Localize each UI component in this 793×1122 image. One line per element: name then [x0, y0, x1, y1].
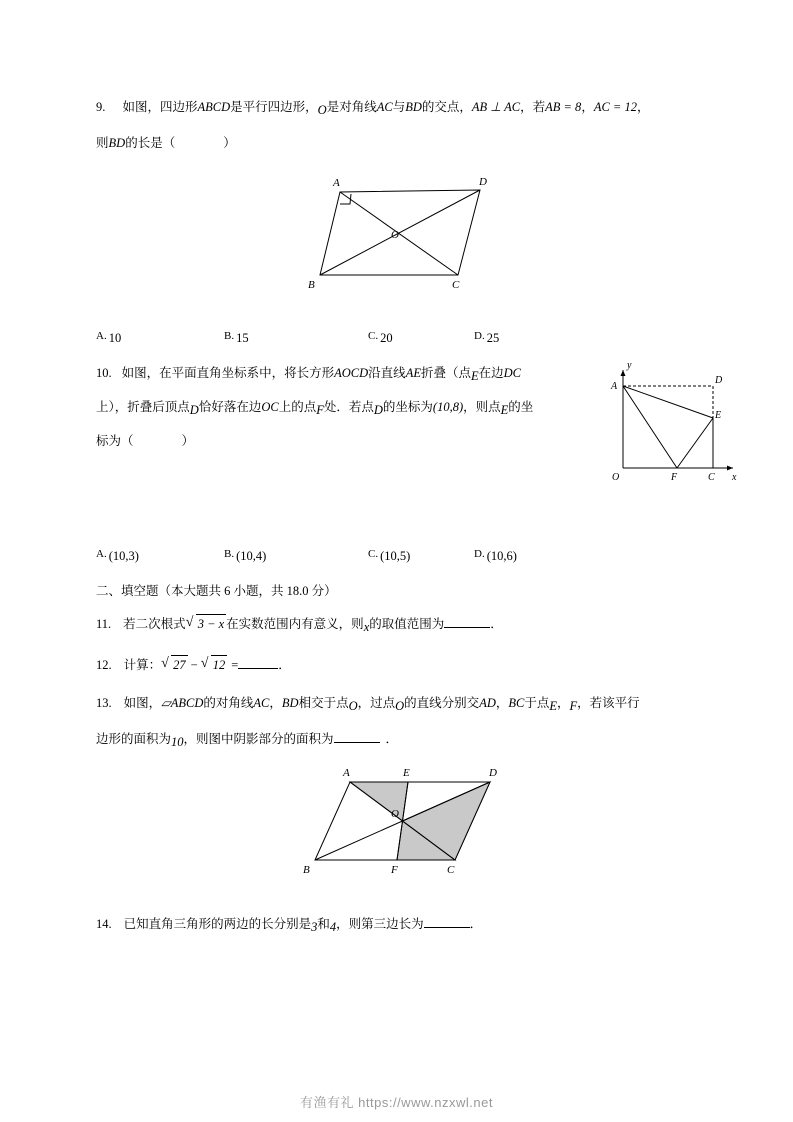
q10-line3-b: ） — [181, 434, 195, 449]
q12-radicand-2: 12 — [211, 655, 228, 674]
q10-option-a[interactable] — [96, 546, 137, 561]
q9-cond-1: AB ⊥ AC — [471, 100, 521, 114]
q13-var-ac: AC — [253, 696, 270, 710]
svg-text:y: y — [627, 360, 632, 371]
q10-line2-f: 的坐标为 — [382, 400, 433, 415]
q13-number: 13. — [96, 696, 112, 710]
svg-text:O: O — [391, 229, 399, 241]
q10-figure-svg — [605, 356, 745, 481]
q11-answer-blank[interactable] — [444, 627, 490, 628]
q9-var-o: O — [317, 103, 327, 117]
q14-text-d: ． — [469, 917, 483, 931]
q9-text-c: 是对角线 — [326, 100, 377, 114]
svg-text:F: F — [391, 864, 398, 876]
q14-text-a: 已知直角三角形的两边的长分别是 — [123, 917, 312, 931]
svg-text:E: E — [715, 410, 722, 421]
q10-option-b-value: (10,4) — [236, 549, 267, 563]
q13-text-d: 相交于点 — [298, 696, 349, 710]
svg-text:x: x — [732, 472, 737, 481]
q9-option-d-label: D. — [474, 330, 485, 342]
q9-line2-a: 则 — [96, 136, 109, 151]
q10-line2-var-d: D — [189, 403, 199, 418]
q10-option-d[interactable] — [474, 546, 515, 561]
q14-text-c: ，则第三边长为 — [336, 917, 424, 931]
question-9 — [96, 98, 746, 152]
q9-option-a-label: A. — [96, 330, 107, 342]
q10-option-d-value: (10,6) — [486, 549, 517, 563]
svg-text:C: C — [447, 864, 455, 876]
q14-number: 14. — [96, 917, 112, 931]
q9-text-a: 如图，四边形 — [122, 100, 198, 114]
q10-line2-coord: (10,8) — [432, 400, 464, 415]
q13-var-bd: BD — [281, 696, 299, 710]
q13-text-h: 于点 — [524, 696, 550, 710]
q9-line-1 — [96, 98, 746, 116]
q10-option-a-value: (10,3) — [108, 549, 139, 563]
q9-text-g: ， — [581, 100, 594, 114]
q11-text-a: 若二次根式 — [123, 617, 186, 631]
q13-line2-a: 边形的面积为 — [96, 732, 172, 747]
q10-text-a: 如图，在平面直角坐标系中，将长方形 — [121, 366, 335, 380]
q13-var-o: O — [348, 699, 358, 713]
q9-line-2 — [96, 134, 746, 152]
svg-text:D: D — [715, 375, 723, 386]
q13-text-f: 的直线分别交 — [404, 696, 480, 710]
q9-option-b-value: 15 — [236, 331, 249, 345]
question-10 — [96, 364, 616, 450]
q11-text-d: ． — [490, 617, 503, 631]
q13-var-abcd: ▱ABCD — [161, 696, 204, 710]
q11-sqrt — [186, 614, 226, 633]
svg-text:F: F — [671, 472, 678, 481]
q13-text-j: ，若该平行 — [577, 696, 640, 710]
q9-cond-2: AB = 8 — [545, 100, 582, 114]
q12-minus: − — [190, 658, 198, 672]
q10-option-d-label: D. — [474, 548, 485, 560]
q9-var-ac: AC — [376, 100, 393, 114]
q10-number: 10. — [96, 366, 112, 380]
q13-line-1 — [96, 694, 726, 712]
q13-var-e: E — [549, 699, 558, 713]
q13-text-c: ， — [269, 696, 282, 710]
q10-line2-var-f: F — [316, 403, 324, 418]
q9-text-d: 与 — [392, 100, 406, 114]
q10-option-b-label: B. — [224, 548, 235, 560]
q10-text-c: 折叠（点 — [420, 366, 471, 380]
q13-var-bc: BC — [508, 696, 525, 710]
q13-text-g: ， — [495, 696, 509, 710]
question-14 — [96, 915, 716, 933]
svg-text:B: B — [308, 279, 315, 290]
q10-text-d: 在边 — [478, 366, 504, 380]
q10-var-ae: AE — [405, 366, 421, 380]
q10-line-2 — [96, 398, 616, 416]
q9-line2-var: BD — [108, 136, 126, 151]
q9-option-a-value: 10 — [108, 331, 122, 345]
q13-var-o2: O — [395, 699, 405, 713]
question-12 — [96, 655, 716, 674]
svg-text:O: O — [612, 472, 620, 481]
q11-number: 11. — [96, 617, 112, 631]
q13-line2-c: ． — [385, 732, 399, 747]
q10-var-aocd: AOCD — [334, 366, 369, 380]
q12-answer-blank[interactable] — [238, 668, 278, 669]
svg-text:C: C — [452, 279, 460, 290]
q10-line2-e: 处．若点 — [323, 400, 374, 415]
q10-line-3 — [96, 432, 616, 450]
q12-text-b: ． — [278, 658, 291, 672]
q9-option-c-value: 20 — [380, 331, 393, 345]
q13-text-i: ， — [557, 696, 570, 710]
q12-radicand-1: 27 — [171, 655, 188, 674]
q9-text-h: ， — [637, 100, 650, 114]
q9-option-d-value: 25 — [486, 331, 500, 345]
q14-text-b: 和 — [317, 917, 330, 931]
q10-line2-var-d2: D — [373, 403, 383, 418]
q13-line2-b: ，则图中阴影部分的面积为 — [183, 732, 334, 747]
q9-text-f: ，若 — [520, 100, 546, 114]
q10-option-c-value: (10,5) — [380, 549, 411, 563]
q11-var-x: x — [363, 620, 370, 634]
q14-num-1: 3 — [311, 920, 318, 934]
q13-line2-num: 10 — [171, 735, 184, 750]
q13-text-e: ，过点 — [357, 696, 396, 710]
q10-text-b: 沿直线 — [368, 366, 406, 380]
q11-radicand: 3 − x — [196, 614, 226, 633]
q9-var-abcd: ABCD — [197, 100, 231, 114]
q9-number: 9. — [96, 100, 106, 114]
q10-line2-var-oc: OC — [261, 400, 279, 415]
question-13 — [96, 694, 726, 748]
q9-figure — [280, 170, 530, 295]
q12-equals: = — [231, 658, 239, 672]
svg-text:A: A — [343, 767, 350, 779]
q13-text-a: 如图， — [123, 696, 162, 710]
q9-line2-b: 的长是（ — [125, 136, 176, 151]
q13-figure — [290, 760, 520, 885]
q10-var-e: E — [470, 369, 479, 383]
q9-text-e: 的交点， — [421, 100, 472, 114]
q9-option-d[interactable] — [474, 328, 500, 345]
q10-line2-a: 上） — [96, 400, 115, 415]
q10-line2-h: 的坐 — [508, 400, 534, 415]
q9-var-bd: BD — [405, 100, 422, 114]
q10-option-b[interactable] — [224, 546, 267, 563]
svg-text:A: A — [611, 381, 618, 392]
q11-text-b: 在实数范围内有意义，则 — [226, 617, 364, 631]
q12-sqrt-2 — [201, 655, 228, 674]
svg-text:D: D — [489, 767, 497, 779]
svg-text:O: O — [391, 808, 399, 820]
svg-text:C: C — [708, 472, 715, 481]
q12-number: 12. — [96, 658, 112, 672]
q9-option-a[interactable] — [96, 328, 122, 345]
q9-line2-c: ） — [223, 136, 236, 151]
q13-figure-svg — [290, 760, 520, 880]
q10-option-a-label: A. — [96, 548, 107, 560]
q10-option-c-label: C. — [368, 548, 379, 560]
q10-line2-g: ，则点 — [463, 400, 501, 415]
q13-var-ad: AD — [479, 696, 496, 710]
q13-line-2 — [96, 730, 726, 748]
svg-text:E: E — [403, 767, 410, 779]
q10-var-dc: DC — [503, 366, 522, 380]
q10-line2-d: 上的点 — [278, 400, 317, 415]
q9-text-b: 是平行四边形， — [230, 100, 318, 114]
q13-var-f: F — [569, 699, 578, 713]
q10-line-1 — [96, 364, 616, 382]
section-2-heading: 二、填空题（本大题共 6 小题，共 18.0 分） — [96, 584, 337, 598]
q11-text-c: 的取值范围为 — [369, 617, 445, 631]
q10-line2-var-e2: E — [500, 403, 509, 418]
q9-option-c[interactable] — [368, 328, 391, 343]
q10-figure — [605, 356, 745, 486]
q9-figure-svg — [280, 170, 530, 290]
q9-option-b[interactable] — [224, 328, 247, 343]
q12-text-a: 计算： — [123, 658, 162, 672]
svg-text:D: D — [479, 176, 487, 188]
svg-text:A: A — [333, 177, 340, 189]
q13-answer-blank[interactable] — [334, 742, 380, 743]
q9-option-c-label: C. — [368, 330, 379, 342]
svg-text:B: B — [303, 864, 310, 876]
q10-option-c[interactable] — [368, 546, 411, 563]
question-11 — [96, 614, 716, 633]
q12-sqrt-1 — [161, 655, 188, 674]
q10-line3-a: 标为（ — [96, 434, 134, 449]
q10-line2-b: ，折叠后顶点 — [114, 400, 190, 415]
q9-cond-3: AC = 12 — [593, 100, 637, 114]
q10-line2-c: 恰好落在边 — [198, 400, 262, 415]
q14-num-2: 4 — [329, 920, 337, 934]
q9-option-b-label: B. — [224, 330, 235, 342]
q13-text-b: 的对角线 — [203, 696, 254, 710]
q14-answer-blank[interactable] — [424, 927, 470, 928]
page-watermark: 有渔有礼 https://www.nzxwl.net — [300, 1095, 493, 1110]
